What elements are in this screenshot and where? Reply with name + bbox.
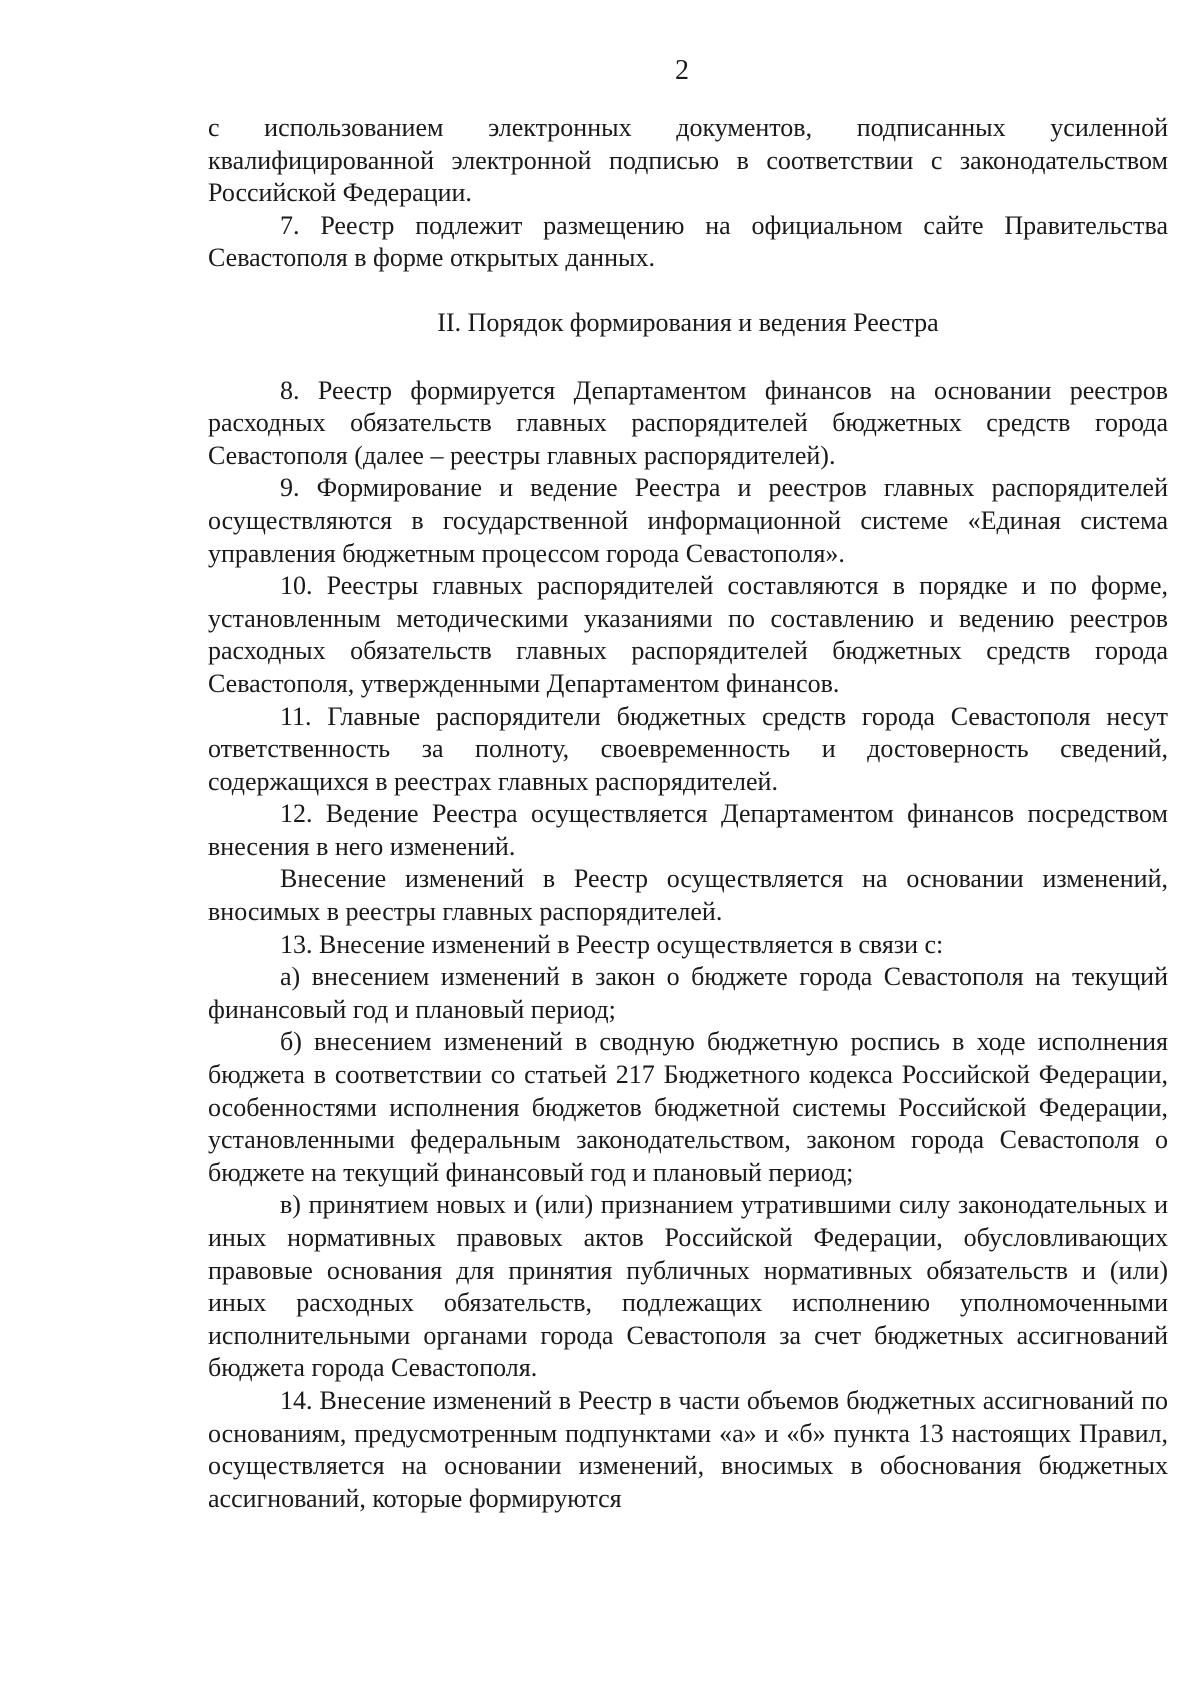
paragraph-10: 10. Реестры главных распорядителей составляются в порядке и по форме, установленным методическими указаниями по составлению и ведению реестров расходных обязательств главных распорядителей бюджетных средств города Севастополя, утвержденными Департаментом финансов. xyxy=(208,571,1168,698)
paragraph-13-v: в) принятием новых и (или) признанием утратившими силу законодательных и иных нормативных правовых актов Российской Федерации, обусловливающих правовые основания для принятия публичных нормативных обязательств и (или) иных расходных обязательств, подлежащих исполнению уполномоченными исполнительными органами города Севастополя за счет бюджетных ассигнований бюджета города Севастополя. xyxy=(208,1190,1168,1383)
paragraph-7: 7. Реестр подлежит размещению на официальном сайте Правительства Севастополя в форме открытых данных. xyxy=(208,210,1168,273)
paragraph-13-b: б) внесением изменений в сводную бюджетную роспись в ходе исполнения бюджета в соответствии со статьей 217 Бюджетного кодекса Российской Федерации, особенностями исполнения бюджетов бюджетной системы Российской Федерации, установленными федеральным законодательством, законом города Севастополя о бюджете на текущий финансовый год и плановый период; xyxy=(208,1027,1168,1187)
page-number: 2 xyxy=(675,55,689,86)
paragraph-continuation: с использованием электронных документов, подписанных усиленной квалифицированной электронной подписью в соответствии с законодательством Российской Федерации. xyxy=(208,113,1168,208)
paragraph-13: 13. Внесение изменений в Реестр осуществляется в связи с: xyxy=(280,929,944,959)
paragraph-12-continuation: Внесение изменений в Реестр осуществляется на основании изменений, вносимых в реестры главных распорядителей. xyxy=(208,864,1168,927)
paragraph-11: 11. Главные распорядители бюджетных средств города Севастополя несут ответственность за полноту, своевременность и достоверность сведений, содержащихся в реестрах главных распорядителей. xyxy=(208,701,1168,796)
document-body xyxy=(208,112,1168,1515)
section-heading: II. Порядок формирования и ведения Реестра xyxy=(437,307,939,337)
paragraph-12: 12. Ведение Реестра осуществляется Департаментом финансов посредством внесения в него изменений. xyxy=(208,799,1168,861)
paragraph-8: 8. Реестр формируется Департаментом финансов на основании реестров расходных обязательств главных распорядителей бюджетных средств города Севастополя (далее – реестры главных распорядителей). xyxy=(208,375,1168,470)
paragraph-9: 9. Формирование и ведение Реестра и реестров главных распорядителей осуществляются в государственной информационной системе «Единая система управления бюджетным процессом города Севастополя». xyxy=(208,473,1168,568)
paragraph-13-a: а) внесением изменений в закон о бюджете города Севастополя на текущий финансовый год и плановый период; xyxy=(208,962,1168,1024)
paragraph-14: 14. Внесение изменений в Реестр в части объемов бюджетных ассигнований по основаниям, предусмотренным подпунктами «а» и «б» пункта 13 настоящих Правил, осуществляется на основании изменений, вносимых в обоснования бюджетных ассигнований, которые формируются xyxy=(208,1385,1168,1513)
